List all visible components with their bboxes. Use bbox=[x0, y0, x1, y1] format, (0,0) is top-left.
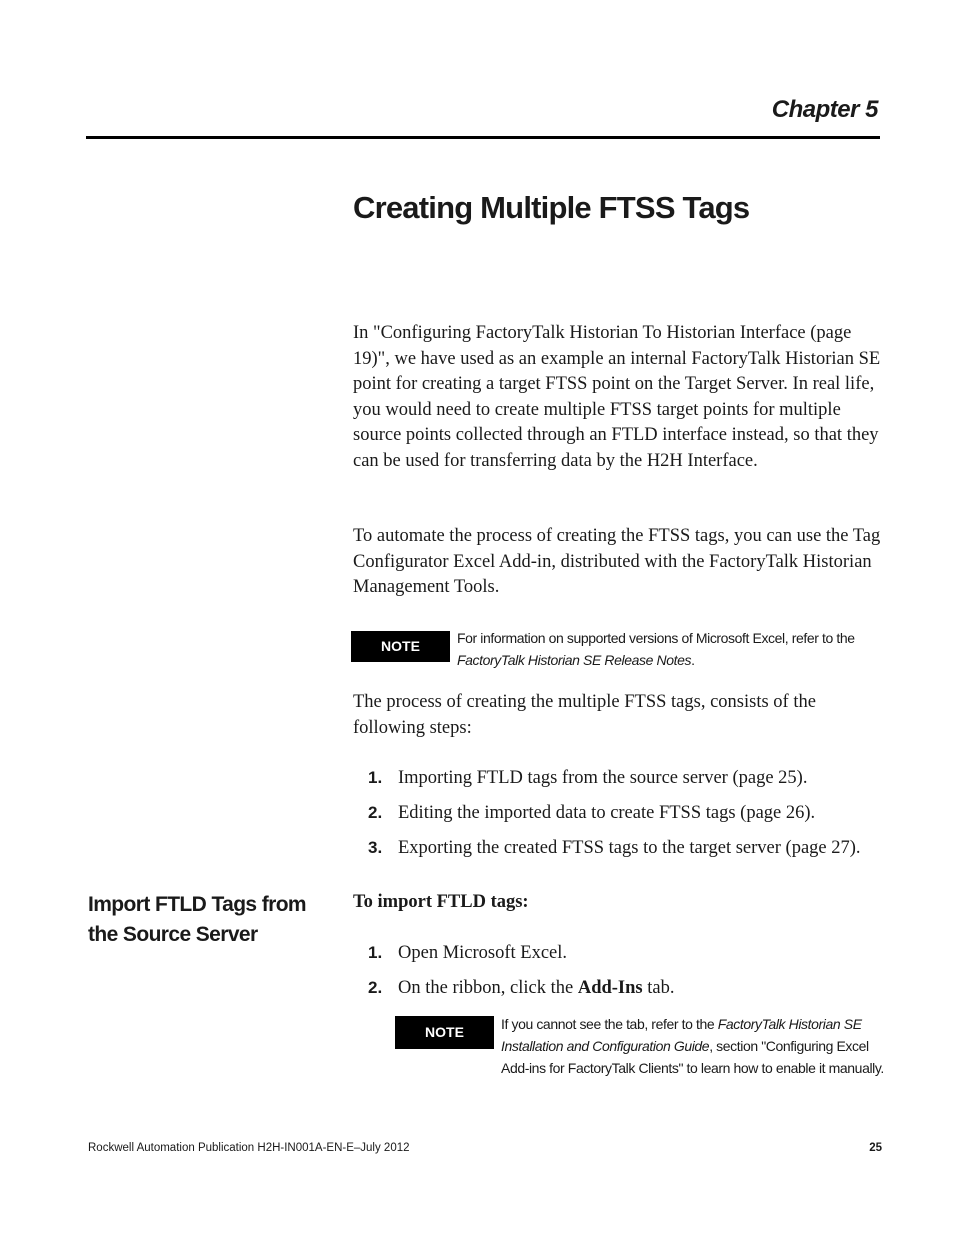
note-badge: NOTE bbox=[351, 631, 450, 662]
note-doc-reference: FactoryTalk Historian SE Release Notes bbox=[457, 652, 692, 668]
note-text-part: For information on supported versions of Microsoft Excel, refer to the bbox=[457, 630, 855, 646]
procedure-title: To import FTLD tags: bbox=[353, 892, 529, 912]
footer-publication: Rockwell Automation Publication H2H-IN001A-EN-E–July 2012 bbox=[88, 1142, 410, 1154]
list-item bbox=[368, 976, 674, 1000]
step-text: Editing the imported data to create FTSS tags (page 26). bbox=[398, 803, 816, 823]
ui-element-name: Add-Ins bbox=[577, 978, 643, 998]
note-text-part: If you cannot see the tab, refer to the bbox=[501, 1016, 718, 1032]
intro-paragraph: In "Configuring FactoryTalk Historian To Historian Interface (page 19)", we have used as an example an internal FactoryTalk Historian SE point for creating a target FTSS point on the Target Server. In real life, you would need to create multiple FTSS target points for multiple source points collected through an FTLD interface instead, so that they can be used for transferring data by the H2H Interface. bbox=[353, 323, 881, 471]
list-item bbox=[368, 801, 815, 825]
step-text: On the ribbon, click the bbox=[398, 978, 578, 998]
step-number: 2. bbox=[368, 803, 383, 822]
step-text: Exporting the created FTSS tags to the target server (page 27). bbox=[398, 838, 861, 858]
chapter-label: Chapter 5 bbox=[771, 96, 878, 123]
note-text-part: , section "Configuring Excel Add-ins for FactoryTalk Clients" to learn how to enable it manually. bbox=[501, 1038, 884, 1076]
note-doc-reference: FactoryTalk Historian SE Installation and Configuration Guide bbox=[501, 1016, 862, 1054]
step-number: 1. bbox=[368, 768, 383, 787]
step-text: Open Microsoft Excel. bbox=[398, 943, 568, 963]
list-item bbox=[368, 836, 861, 860]
list-item bbox=[368, 941, 567, 965]
step-number: 1. bbox=[368, 943, 383, 962]
step-number: 2. bbox=[368, 978, 383, 997]
page-number: 25 bbox=[869, 1142, 882, 1154]
list-item bbox=[368, 766, 807, 790]
note-text-part: . bbox=[691, 652, 695, 668]
page-title: Creating Multiple FTSS Tags bbox=[353, 190, 750, 225]
chapter-divider bbox=[86, 136, 880, 139]
step-text: Importing FTLD tags from the source server (page 25). bbox=[398, 768, 808, 788]
steps-intro-paragraph: The process of creating the multiple FTSS tags, consists of the following steps: bbox=[353, 692, 816, 738]
intro-paragraph: To automate the process of creating the FTSS tags, you can use the Tag Configurator Excel Add-in, distributed with the FactoryTalk Historian Management Tools. bbox=[353, 526, 881, 597]
section-heading: Import FTLD Tags from the Source Server bbox=[88, 893, 307, 946]
step-text: tab. bbox=[642, 978, 675, 998]
step-number: 3. bbox=[368, 838, 383, 857]
note-text bbox=[457, 627, 897, 671]
note-badge: NOTE bbox=[395, 1016, 494, 1049]
note-text bbox=[501, 1013, 891, 1079]
